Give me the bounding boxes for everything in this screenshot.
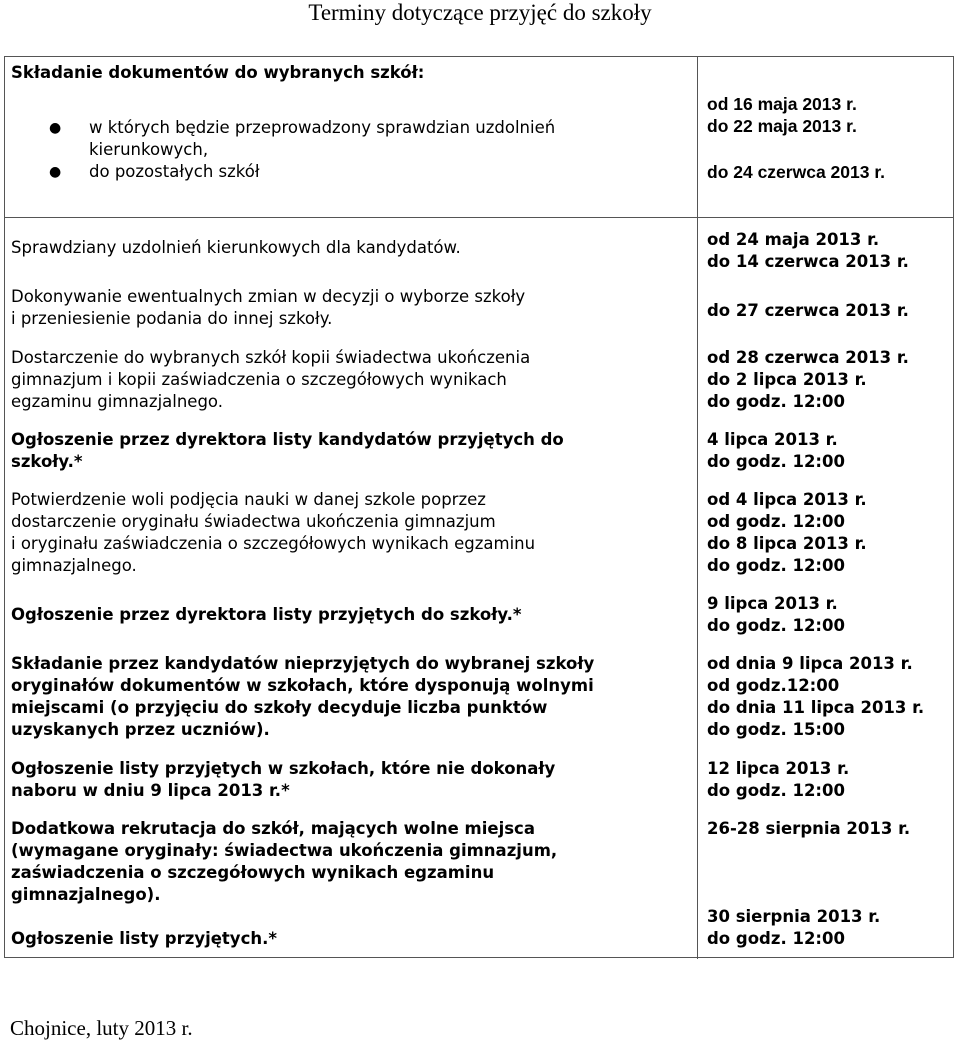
bullet-icon: ● xyxy=(49,120,62,136)
table-row-schedule xyxy=(5,217,953,959)
item-date: od 28 czerwca 2013 r. xyxy=(707,348,909,367)
bullet-icon: ● xyxy=(49,164,62,180)
item-text: Dokonywanie ewentualnych zmian w decyzji o wyborze szkoły xyxy=(11,287,526,306)
item-text: Potwierdzenie woli podjęcia nauki w danej szkole poprzez xyxy=(11,490,486,509)
item-text: i oryginału zaświadczenia o szczegółowych wynikach egzaminu xyxy=(11,534,536,553)
item-date: do godz. 12:00 xyxy=(707,929,845,948)
item-text: gimnazjalnego. xyxy=(11,556,137,575)
item-text: zaświadczenia o szczegółowych wynikach egzaminu xyxy=(11,863,495,882)
item-text: uzyskanych przez uczniów). xyxy=(11,720,270,739)
item-date: od 4 lipca 2013 r. xyxy=(707,490,867,509)
item-text: dostarczenie oryginału świadectwa ukończenia gimnazjum xyxy=(11,512,496,531)
bullet1-line1: w których będzie przeprowadzony sprawdzian uzdolnień xyxy=(89,118,556,137)
item-text: Ogłoszenie przez dyrektora listy kandydatów przyjętych do xyxy=(11,430,564,449)
item-text: gimnazjum i kopii zaświadczenia o szczegółowych wynikach xyxy=(11,370,507,389)
item-date: 12 lipca 2013 r. xyxy=(707,759,850,778)
item-date: od godz. 12:00 xyxy=(707,512,845,531)
item-date: 9 lipca 2013 r. xyxy=(707,594,838,613)
item-text: Dodatkowa rekrutacja do szkół, mających wolne miejsca xyxy=(11,819,535,838)
table-row-submission xyxy=(5,57,953,218)
item-date: do dnia 11 lipca 2013 r. xyxy=(707,698,925,717)
column-divider xyxy=(697,57,698,217)
item-date: do 8 lipca 2013 r. xyxy=(707,534,867,553)
bullet2-text: do pozostałych szkół xyxy=(89,162,260,181)
item-text: Ogłoszenie listy przyjętych w szkołach, które nie dokonały xyxy=(11,759,556,778)
date-line: od 16 maja 2013 r. xyxy=(707,94,857,114)
item-date: do 2 lipca 2013 r. xyxy=(707,370,867,389)
item-text: oryginałów dokumentów w szkołach, które dysponują wolnymi xyxy=(11,676,594,695)
item-date: od 24 maja 2013 r. xyxy=(707,230,880,249)
item-date: do godz. 12:00 xyxy=(707,616,845,635)
date-line: do 24 czerwca 2013 r. xyxy=(707,162,886,182)
item-date: 26-28 sierpnia 2013 r. xyxy=(707,819,911,838)
item-text: i przeniesienie podania do innej szkoły. xyxy=(11,309,333,328)
column-divider xyxy=(697,217,698,959)
item-date: do godz. 12:00 xyxy=(707,392,845,411)
item-text: egzaminu gimnazjalnego. xyxy=(11,392,223,411)
item-date: 4 lipca 2013 r. xyxy=(707,430,838,449)
item-date: do 27 czerwca 2013 r. xyxy=(707,301,909,320)
schedule-table xyxy=(4,56,954,958)
item-text: gimnazjalnego). xyxy=(11,885,161,904)
item-date: do godz. 12:00 xyxy=(707,781,845,800)
item-date: do godz. 12:00 xyxy=(707,556,845,575)
item-date: do godz. 15:00 xyxy=(707,720,845,739)
item-text: naboru w dniu 9 lipca 2013 r.* xyxy=(11,781,290,800)
item-date: do 14 czerwca 2013 r. xyxy=(707,252,909,271)
item-date: do godz. 12:00 xyxy=(707,452,845,471)
item-date: 30 sierpnia 2013 r. xyxy=(707,907,881,926)
bullet1-line2: kierunkowych, xyxy=(89,140,209,159)
item-text: Ogłoszenie listy przyjętych.* xyxy=(11,929,277,948)
item-text: (wymagane oryginały: świadectwa ukończenia gimnazjum, xyxy=(11,841,558,860)
page-title: Terminy dotyczące przyjęć do szkoły xyxy=(308,0,652,25)
date-line: do 22 maja 2013 r. xyxy=(707,116,857,136)
item-date: od dnia 9 lipca 2013 r. xyxy=(707,654,913,673)
item-text: miejscami (o przyjęciu do szkoły decyduje liczba punktów xyxy=(11,698,548,717)
item-text: Dostarczenie do wybranych szkół kopii świadectwa ukończenia xyxy=(11,348,531,367)
submission-heading: Składanie dokumentów do wybranych szkół: xyxy=(11,63,425,82)
item-text: Ogłoszenie przez dyrektora listy przyjętych do szkoły.* xyxy=(11,605,522,624)
item-text: Sprawdziany uzdolnień kierunkowych dla kandydatów. xyxy=(11,238,461,257)
footer-place-date: Chojnice, luty 2013 r. xyxy=(10,1016,193,1040)
item-text: szkoły.* xyxy=(11,452,83,471)
item-text: Składanie przez kandydatów nieprzyjętych do wybranej szkoły xyxy=(11,654,595,673)
item-date: od godz.12:00 xyxy=(707,676,840,695)
